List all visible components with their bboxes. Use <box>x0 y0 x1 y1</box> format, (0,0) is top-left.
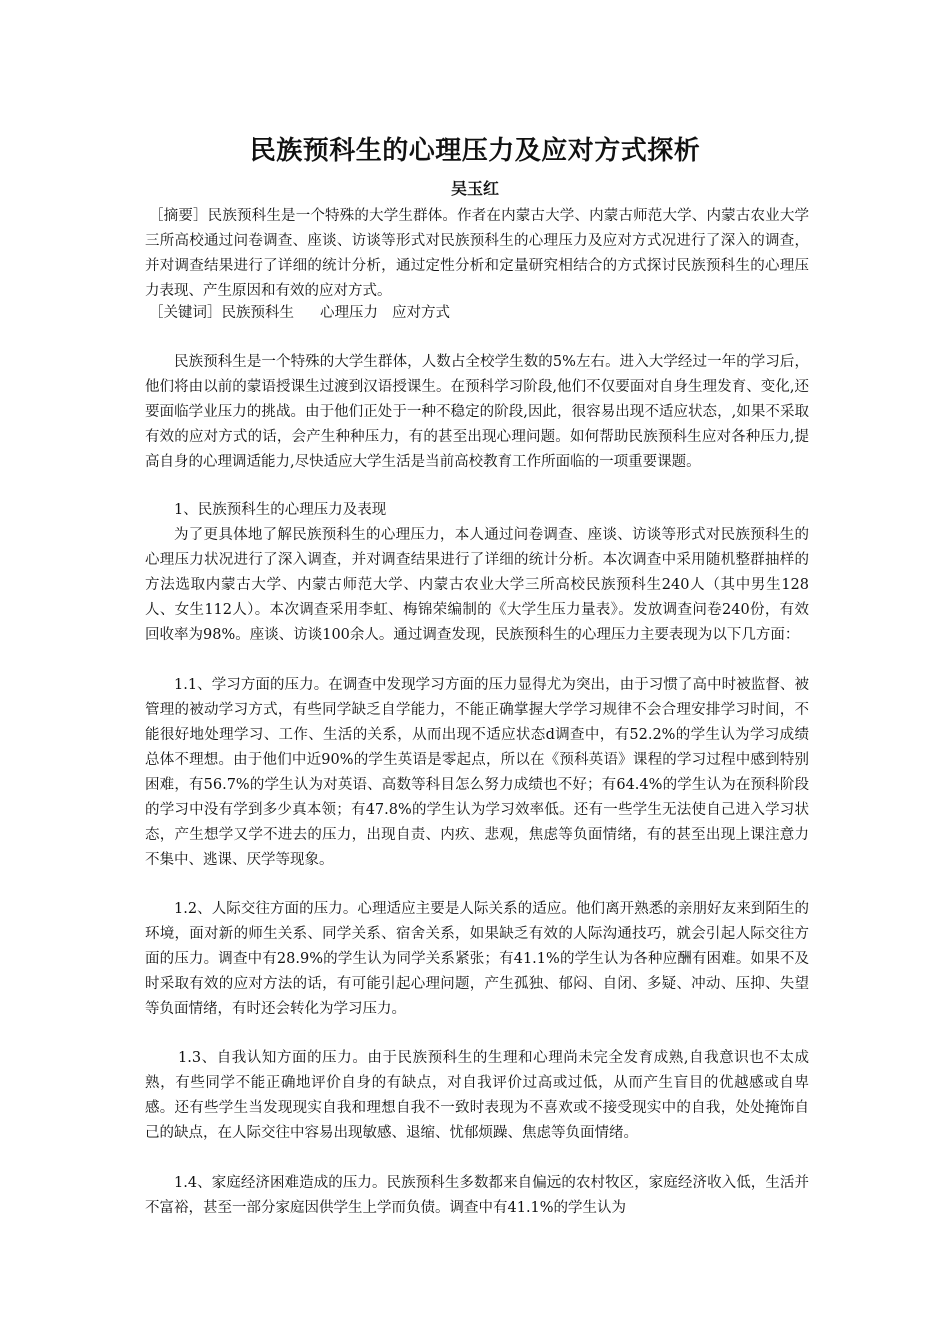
keyword-item: 民族预科生 <box>221 305 294 321</box>
keyword-item: 心理压力 <box>320 305 378 321</box>
document-title: 民族预科生的心理压力及应对方式探析 <box>249 136 701 166</box>
study-pressure-paragraph: 1.1、学习方面的压力。在调查中发现学习方面的压力显得尤为突出，由于习惯了高中时被监督、被管理的被动学习方式，有些同学缺乏自学能力，不能正确掌握大学学习规律不会合理安排学习时间，不能很好地处理学习、工作、生活的关系，从而出现不适应状态d调查中，有52.2%的学生认为学习成绩总体不理想。由于他们中近90%的学生英语是零起点，所以在《预科英语》课程的学习过程中感到特别困难，有56.7%的学生认为对英语、高数等科目怎么努力成绩也不好；有64.4%的学生认为在预科阶段的学习中没有学到多少真本领；有47.8%的学生认为学习效率低。还有一些学生无法使自己进入学习状态，产生想学又学不进去的压力，出现自责、内疚、悲观，焦虑等负面情绪，有的甚至出现上课注意力不集中、逃课、厌学等现象。 <box>145 677 809 868</box>
document-author: 吴玉红 <box>450 179 499 198</box>
intro-paragraph: 民族预科生是一个特殊的大学生群体，人数占全校学生数的5%左右。进入大学经过一年的学习后，他们将由以前的蒙语授课生过渡到汉语授课生。在预科学习阶段,他们不仅要面对自身生理发育、变化,还要面临学业压力的挑战。由于他们正处于一种不稳定的阶段,因此，很容易出现不适应状态，,如果不采取有效的应对方式的话，会产生种种压力，有的甚至出现心理问题。如何帮助民族预科生应对各种压力,提高自身的心理调适能力,尽快适应大学生活是当前高校教育工作所面临的一项重要课题。 <box>145 354 809 470</box>
keyword-item: 应对方式 <box>392 305 450 321</box>
social-pressure-paragraph: 1.2、人际交往方面的压力。心理适应主要是人际关系的适应。他们离开熟悉的亲朋好友来到陌生的环境，面对新的师生关系、同学关系、宿舍关系，如果缺乏有效的人际沟通技巧，就会引起人际交往方面的压力。调查中有28.9%的学生认为同学关系紧张；有41.1%的学生认为各种应酬有困难。如果不及时采取有效的应对方法的话，有可能引起心理问题，产生孤独、郁闷、自闭、多疑、冲动、压抑、失望等负面情绪，有时还会转化为学习压力。 <box>145 901 809 1017</box>
keywords-line <box>149 301 813 326</box>
self-cognition-paragraph: 1.3、自我认知方面的压力。由于民族预科生的生理和心理尚未完全发育成熟,自我意识也不太成熟，有些同学不能正确地评价自身的有缺点，对自我评价过高或过低，从而产生盲目的优越感或自卑感。还有些学生当发现现实自我和理想自我不一致时表现为不喜欢或不接受现实中的自我，处处掩饰自己的缺点，在人际交往中容易出现敏感、退缩、忧郁烦躁、焦虑等负面情绪。 <box>145 1050 809 1141</box>
section-heading: 1、民族预科生的心理压力及表现 <box>174 502 387 518</box>
keywords-label: ［关键词］ <box>149 305 222 321</box>
economic-pressure-paragraph: 1.4、家庭经济困难造成的压力。民族预科生多数都来自偏远的农村牧区，家庭经济收入低，生活并不富裕，甚至一部分家庭因供学生上学而负债。调查中有41.1%的学生认为 <box>145 1175 809 1216</box>
section-body-paragraph: 为了更具体地了解民族预科生的心理压力，本人通过问卷调查、座谈、访谈等形式对民族预科生的心理压力状况进行了深入调查，并对调查结果进行了详细的统计分析。本次调查中采用随机整群抽样的方法选取内蒙古大学、内蒙古师范大学、内蒙古农业大学三所高校民族预科生240人（其中男生128人、女生112人）。本次调查采用李虹、梅锦荣编制的《大学生压力量表》。发放调查问卷240份，有效回收率为98%。座谈、访谈100余人。通过调查发现，民族预科生的心理压力主要表现为以下几方面： <box>145 527 809 643</box>
abstract-paragraph: ［摘要］民族预科生是一个特殊的大学生群体。作者在内蒙古大学、内蒙古师范大学、内蒙古农业大学三所高校通过问卷调查、座谈、访谈等形式对民族预科生的心理压力及应对方式况进行了深入的调查，并对调查结果进行了详细的统计分析，通过定性分析和定量研究相结合的方式探讨民族预科生的心理压力表现、产生原因和有效的应对方式。 <box>145 208 809 299</box>
